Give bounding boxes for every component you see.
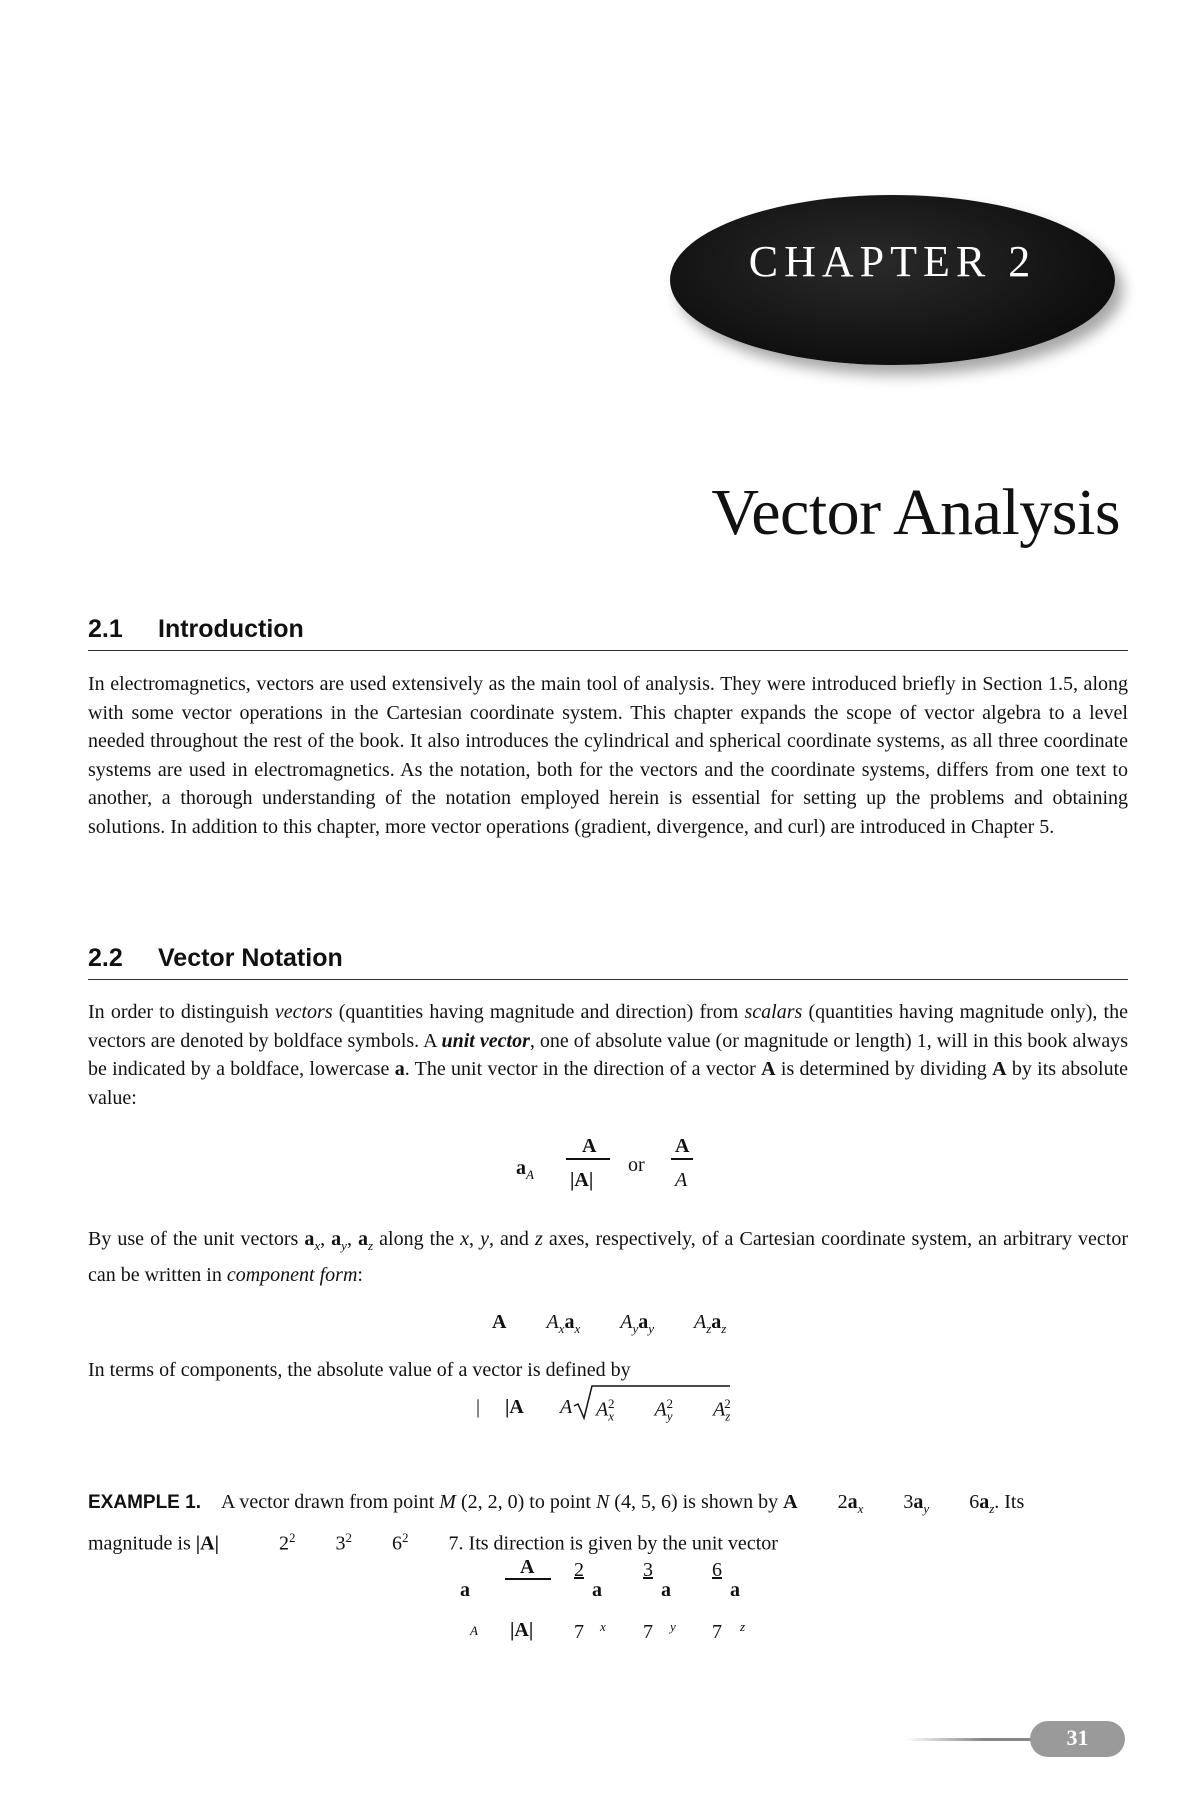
fraction-bar <box>505 1578 551 1580</box>
chapter-label: CHAPTER 2 <box>748 237 1037 286</box>
section-title: Vector Notation <box>158 944 343 972</box>
component-paragraph: By use of the unit vectors $a_x$, $a_y$, $a_z$ along the x, y, and z axes, respectively, of a Cartesian coordinate system, an arbitrary vector can be written in component form: <box>88 1228 1128 1286</box>
fraction-bar <box>566 1158 610 1160</box>
section-number: 2.2 <box>88 944 123 972</box>
section-number: 2.1 <box>88 615 123 643</box>
section-title: Introduction <box>158 615 304 643</box>
example-label: EXAMPLE 1. <box>88 1492 201 1513</box>
example-1: EXAMPLE 1. A vector drawn from point M (2, 2, 0) to point N (4, 5, 6) is shown by A $2a_x$ $3a_y$ $6a_z$. Its magnitude is |A| $2^2$ $3^2$ $6^2$ 7. Its direction is given by the unit vector <box>88 1491 1025 1555</box>
fraction-bar <box>671 1158 693 1160</box>
equation-component-form: A $A_xa_x$ $A_ya_y$ $A_za_z$ <box>492 1311 727 1336</box>
intro-paragraph: In electromagnetics, vectors are used extensively as the main tool of analysis. They were introduced briefly in Section 1.5, along with some vector operations in the Cartesian coordinate system. This chapter expands the scope of vector algebra to a level needed throughout the rest of the book. It also introduces the cylindrical and spherical coordinate systems, as all three coordinate systems are used in electromagnetics. As the notation, both for the vectors and the coordinate systems, differs from one text to another, a thorough understanding of the notation employed herein is essential for setting up the problems and obtaining solutions. In addition to this chapter, more vector operations (gradient, divergence, and curl) are introduced in Chapter 5. <box>88 673 1128 838</box>
section-heading-introduction <box>88 617 1128 651</box>
chapter-title: Vector Analysis <box>711 476 1120 549</box>
page-number: 31 <box>1066 1725 1089 1750</box>
notation-paragraph: In order to distinguish vectors (quantities having magnitude and direction) from scalars (quantities having magnitude only), the vectors are denoted by boldface symbols. A unit vector, one of absolute value (or magnitude or length) 1, will in this book always be indicated by a boldface, lowercase a. The unit vector in the direction of a vector A is determined by dividing A by its absolute value: <box>88 1001 1129 1109</box>
section-heading-vector-notation <box>88 946 1128 980</box>
absolute-value-paragraph: In terms of components, the absolute value of a vector is defined by <box>88 1359 631 1381</box>
page-number-rule <box>905 1738 1035 1741</box>
